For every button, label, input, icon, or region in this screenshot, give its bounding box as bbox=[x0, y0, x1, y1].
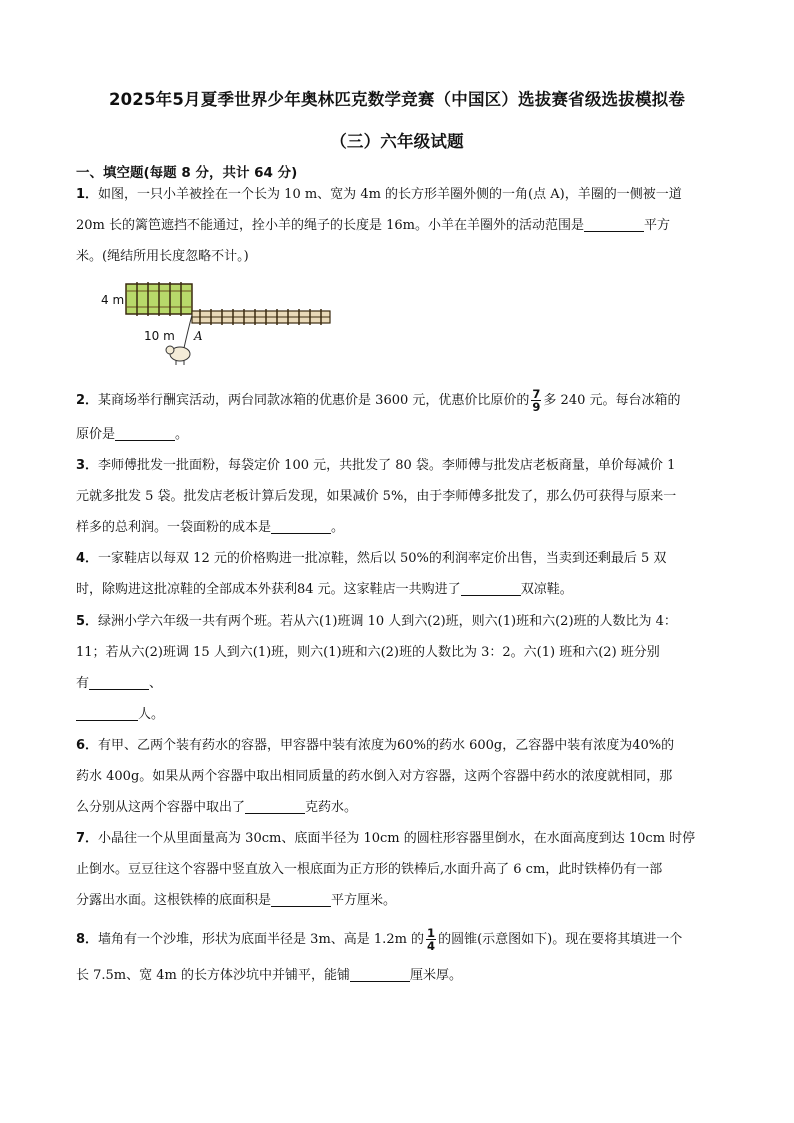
exam-title-line1: 2025年5月夏季世界少年奥林匹克数学竞赛（中国区）选拔赛省级选拔模拟卷 bbox=[108, 90, 686, 109]
q3-line1 bbox=[76, 456, 675, 476]
q6-text-3: 么分别从这两个容器中取出了 bbox=[76, 800, 246, 815]
q6-line2 bbox=[76, 767, 672, 787]
q2-period: 。 bbox=[175, 427, 189, 442]
q8-unit: 厘米厚。 bbox=[410, 968, 463, 983]
q1-line1 bbox=[76, 185, 682, 205]
q6-unit: 克药水。 bbox=[305, 800, 358, 815]
label-width: 4 m bbox=[101, 293, 125, 307]
q8-text: 墙角有一个沙堆，形状为底面半径是 3m、高是 1.2m 的 bbox=[98, 932, 425, 947]
q3-text-2: 元就多批发 5 袋。批发店老板计算后发现，如果减价 5%，由于李师傅多批发了，那么仍可获得与原来一 bbox=[76, 489, 677, 504]
q3-text-3: 样多的总利润。一袋面粉的成本是 bbox=[76, 520, 272, 535]
q4-answer-blank[interactable] bbox=[461, 581, 521, 596]
q3-line2 bbox=[76, 487, 676, 507]
q3-line3 bbox=[76, 518, 344, 538]
q2-number: 2． bbox=[76, 393, 99, 408]
q4-unit: 双凉鞋。 bbox=[520, 582, 573, 597]
q3-number: 3． bbox=[76, 458, 99, 473]
rope bbox=[184, 315, 192, 348]
q5-line2 bbox=[76, 643, 660, 663]
q5-line4 bbox=[76, 705, 164, 725]
q6-number: 6． bbox=[76, 738, 99, 753]
q2-answer-blank[interactable] bbox=[115, 426, 175, 441]
q6-line1 bbox=[76, 736, 674, 756]
q2-text-3: 原价是 bbox=[76, 427, 116, 442]
q7-number: 7． bbox=[76, 831, 99, 846]
q7-line1 bbox=[76, 829, 695, 849]
q8-text-2: 的圆锥(示意图如下)。现在要将其填进一个 bbox=[438, 932, 683, 947]
fraction-denominator: 4 bbox=[427, 939, 436, 953]
q1-unit: 平方 bbox=[644, 218, 671, 233]
q5-text-3: 有 bbox=[76, 676, 90, 691]
fraction-denominator: 9 bbox=[532, 400, 541, 414]
q1-text-2: 20m 长的篱笆遮挡不能通过，拴小羊的绳子的长度是 16m。小羊在羊圈外的活动范围是 bbox=[76, 218, 585, 233]
q7-line2 bbox=[76, 860, 662, 880]
q3-answer-blank[interactable] bbox=[271, 519, 331, 534]
q1-note: 米。(绳结所用长度忽略不计。) bbox=[76, 249, 249, 264]
q5-text-2: 11；若从六(2)班调 15 人到六(1)班，则六(1)班和六(2)班的人数比为 3：2。六(1) 班和六(2) 班分别 bbox=[76, 645, 660, 660]
q7-unit: 平方厘米。 bbox=[331, 893, 397, 908]
q8-text-3: 长 7.5m、宽 4m 的长方体沙坑中并铺平，能铺 bbox=[76, 968, 350, 983]
sheep-icon bbox=[166, 346, 190, 365]
label-point-a: A bbox=[194, 329, 203, 343]
section-heading: 一、填空题(每题 8 分，共计 64 分) bbox=[76, 165, 298, 181]
q8-number: 8． bbox=[76, 932, 99, 947]
q8-line2 bbox=[76, 966, 462, 986]
fraction-numerator: 1 bbox=[427, 926, 436, 940]
q8-line1 bbox=[76, 927, 682, 952]
q3-period: 。 bbox=[331, 520, 345, 535]
q5-line1 bbox=[76, 612, 677, 632]
q4-line2 bbox=[76, 580, 573, 600]
q2-line2 bbox=[76, 425, 188, 445]
q6-line3 bbox=[76, 798, 357, 818]
fraction-numerator: 7 bbox=[532, 387, 541, 401]
exam-title-line2: （三）六年级试题 bbox=[330, 132, 464, 151]
fraction-seven-ninths bbox=[531, 388, 541, 413]
q6-text-2: 药水 400g。如果从两个容器中取出相同质量的药水倒入对方容器，这两个容器中药水的浓度就相同，那 bbox=[76, 769, 673, 784]
q6-answer-blank[interactable] bbox=[245, 799, 305, 814]
label-length: 10 m bbox=[144, 329, 175, 343]
q4-text: 一家鞋店以每双 12 元的价格购进一批凉鞋，然后以 50%的利润率定价出售，当卖到还剩最后 5 双 bbox=[98, 551, 667, 566]
q5-answer-blank-1[interactable] bbox=[89, 675, 149, 690]
q1-line2 bbox=[76, 216, 670, 236]
q1-line3 bbox=[76, 247, 249, 267]
q4-number: 4． bbox=[76, 551, 99, 566]
q2-text-2: 多 240 元。每台冰箱的 bbox=[543, 393, 681, 408]
q5-text: 绿洲小学六年级一共有两个班。若从六(1)班调 10 人到六(2)班，则六(1)班和六(2)班的人数比为 4： bbox=[98, 614, 677, 629]
q5-number: 5． bbox=[76, 614, 99, 629]
q4-line1 bbox=[76, 549, 666, 569]
q5-unit: 人。 bbox=[138, 707, 165, 722]
q7-text-2: 止倒水。豆豆往这个容器中竖直放入一根底面为正方形的铁棒后,水面升高了 6 cm，此时铁棒仍有一部 bbox=[76, 862, 663, 877]
q2-text: 某商场举行酬宾活动，两台同款冰箱的优惠价是 3600 元，优惠价比原价的 bbox=[98, 393, 530, 408]
q5-separator: 、 bbox=[149, 676, 163, 691]
q5-line3 bbox=[76, 674, 162, 694]
q7-answer-blank[interactable] bbox=[271, 892, 331, 907]
fraction-one-quarter bbox=[426, 927, 436, 952]
q4-text-2: 时，除购进这批凉鞋的全部成本外获利84 元。这家鞋店一共购进了 bbox=[76, 582, 461, 597]
q5-answer-blank-2[interactable] bbox=[76, 706, 138, 721]
q1-number: 1． bbox=[76, 187, 99, 202]
q7-text: 小晶往一个从里面量高为 30cm、底面半径为 10cm 的圆柱形容器里倒水，在水面高度到达 10cm 时停 bbox=[98, 831, 696, 846]
sheep-pen-figure bbox=[96, 282, 336, 366]
q7-text-3: 分露出水面。这根铁棒的底面积是 bbox=[76, 893, 272, 908]
q2-line1 bbox=[76, 388, 681, 413]
q8-answer-blank[interactable] bbox=[350, 967, 410, 982]
q1-text: 如图，一只小羊被拴在一个长为 10 m、宽为 4m 的长方形羊圈外侧的一角(点 A)，羊圈的一侧被一道 bbox=[98, 187, 682, 202]
q6-text: 有甲、乙两个装有药水的容器，甲容器中装有浓度为60%的药水 600g，乙容器中装有浓度为40%的 bbox=[98, 738, 675, 753]
q3-text: 李师傅批发一批面粉，每袋定价 100 元，共批发了 80 袋。李师傅与批发店老板商量，单价每减价 1 bbox=[98, 458, 676, 473]
q7-line3 bbox=[76, 891, 396, 911]
q1-answer-blank[interactable] bbox=[584, 217, 644, 232]
